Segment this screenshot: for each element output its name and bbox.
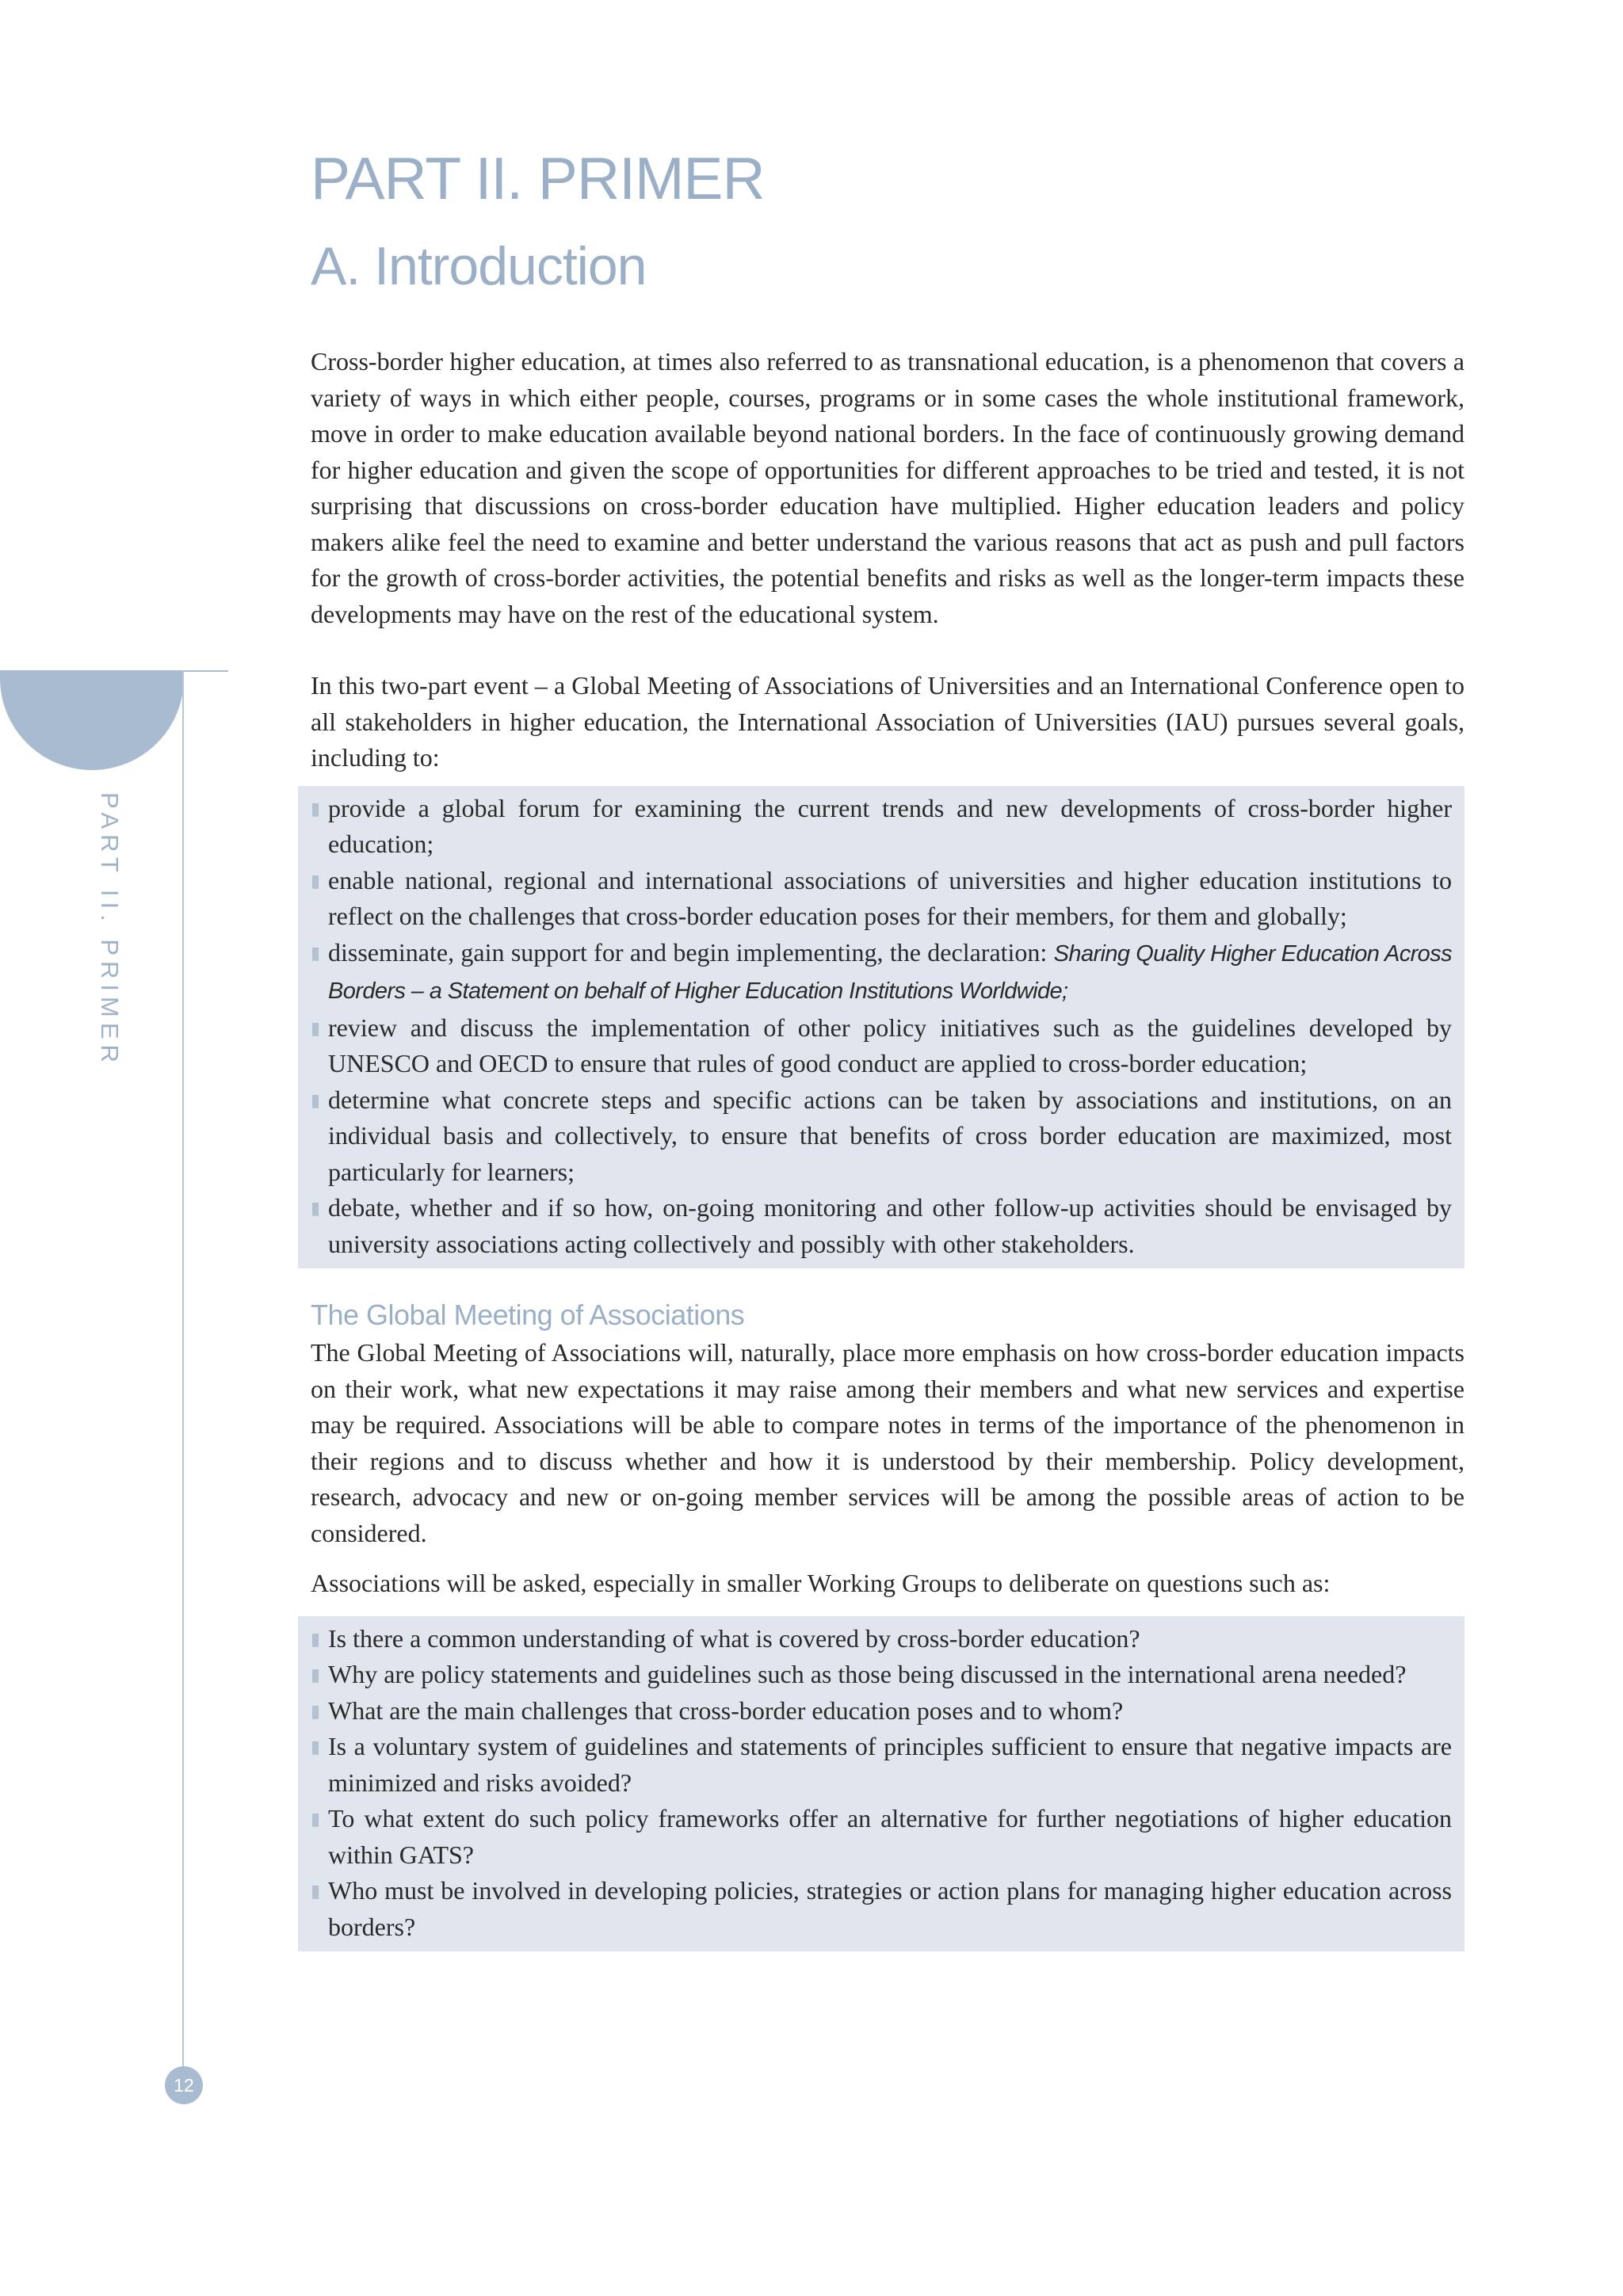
page-content [311,146,1465,1951]
questions-lead-in: Associations will be asked, especially in smaller Working Groups to deliberate on questions such as: [311,1569,1331,1597]
questions-box [298,1616,1465,1952]
goal-text: enable national, regional and international associations of universities and higher education institutions to reflect on the challenges that cross-border education poses for their members, for them and globally; [328,865,1452,930]
bullet-icon: ▮ [311,1700,321,1721]
question-text: Is a voluntary system of guidelines and statements of principles sufficient to ensure that negative impacts are minimized and risks avoided? [328,1732,1452,1797]
bullet-icon: ▮ [311,1809,321,1829]
goal-text: disseminate, gain support for and begin implementing, the declaration: [328,937,1048,967]
list-item [311,1190,1452,1262]
list-item [311,1693,1452,1730]
goal-text: review and discuss the implementation of other policy initiatives such as the guidelines developed by UNESCO and OECD to ensure that rules of good conduct are applied to cross-border education; [328,1013,1452,1077]
goal-text: debate, whether and if so how, on-going monitoring and other follow-up activities should be envisaged by university associations acting collectively and possibly with other stakeholders. [328,1193,1452,1258]
list-item [311,1657,1452,1693]
list-item [311,1873,1452,1945]
page-number-badge: 12 [165,2066,203,2104]
sidebar-divider [0,670,228,672]
goal-text: determine what concrete steps and specific actions can be taken by associations and institutions, on an individual basis and collectively, to ensure that benefits of cross border education are maximized, most particularly for learners; [328,1085,1452,1186]
list-item [311,1801,1452,1873]
bullet-icon: ▮ [311,1881,321,1901]
list-item [311,1621,1452,1657]
list-item [311,1729,1452,1801]
question-text: What are the main challenges that cross-border education poses and to whom? [328,1695,1124,1725]
intro-paragraph: Cross-border higher education, at times also referred to as transnational education, is a phenomenon that covers a variety of ways in which either people, courses, programs or in some cases the whole institutional framework, move in order to make education available beyond national borders. In the face of continuously growing demand for higher education and given the scope of opportunities for different approaches to be tried and tested, it is not surprising that discussions on cross-border education have multiplied. Higher education leaders and policy makers alike feel the need to examine and better understand the various reasons that act as push and pull factors for the growth of cross-border activities, the potential benefits and risks as well as the longer-term impacts these developments may have on the rest of the educational system. [311,347,1465,628]
question-text: Why are policy statements and guidelines such as those being discussed in the international arena needed? [328,1660,1407,1688]
sidebar-tab-decoration [0,670,184,770]
section-title: A. Introduction [311,236,647,296]
global-meeting-paragraph: The Global Meeting of Associations will, naturally, place more emphasis on how cross-border education impacts on their work, what new expectations it may raise among their members and what new services and expertise may be required. Associations will be able to compare notes in terms of the importance of the phenomenon in their regions and to discuss whether and how it is understood by their membership. Policy development, research, advocacy and new or on-going member services will be among the possible areas of action to be considered. [311,1338,1465,1547]
bullet-icon: ▮ [311,1737,321,1756]
question-text: Who must be involved in developing policies, strategies or action plans for managing higher education across borders? [328,1876,1452,1941]
bullet-icon: ▮ [311,1665,321,1684]
bullet-icon: ▮ [311,798,321,818]
side-section-label: PART II. PRIMER [96,792,124,1068]
goal-text: provide a global forum for examining the current trends and new developments of cross-border higher education; [328,793,1452,858]
bullet-icon: ▮ [311,942,321,963]
bullet-icon: ▮ [311,1017,321,1038]
bullet-icon: ▮ [311,1198,321,1218]
question-text: To what extent do such policy frameworks offer an alternative for further negotiations of higher education within GATS? [328,1804,1452,1869]
list-item [311,1082,1452,1191]
questions-list [311,1621,1452,1946]
list-item [311,791,1452,863]
part-title: PART II. PRIMER [311,145,765,212]
question-text: Is there a common understanding of what is covered by cross-border education? [328,1623,1140,1653]
goals-box [298,786,1465,1269]
bullet-icon: ▮ [311,1628,321,1649]
list-item [311,1010,1452,1082]
goals-list [311,791,1452,1263]
list-item [311,863,1452,935]
intro-paragraph: In this two-part event – a Global Meeting of Associations of Universities and an International Conference open to all stakeholders in higher education, the International Association of Universities (IAU) pursues several goals, including to: [311,671,1465,772]
list-item [311,935,1452,1010]
bullet-icon: ▮ [311,870,321,891]
declaration-title: Sharing Quality Higher Education Across Borders – a Statement on behalf of Higher Education Institutions Worldwide; [328,940,1453,1004]
bullet-icon: ▮ [311,1089,321,1110]
sidebar-rule [182,670,184,2082]
subsection-heading: The Global Meeting of Associations [311,1299,745,1331]
